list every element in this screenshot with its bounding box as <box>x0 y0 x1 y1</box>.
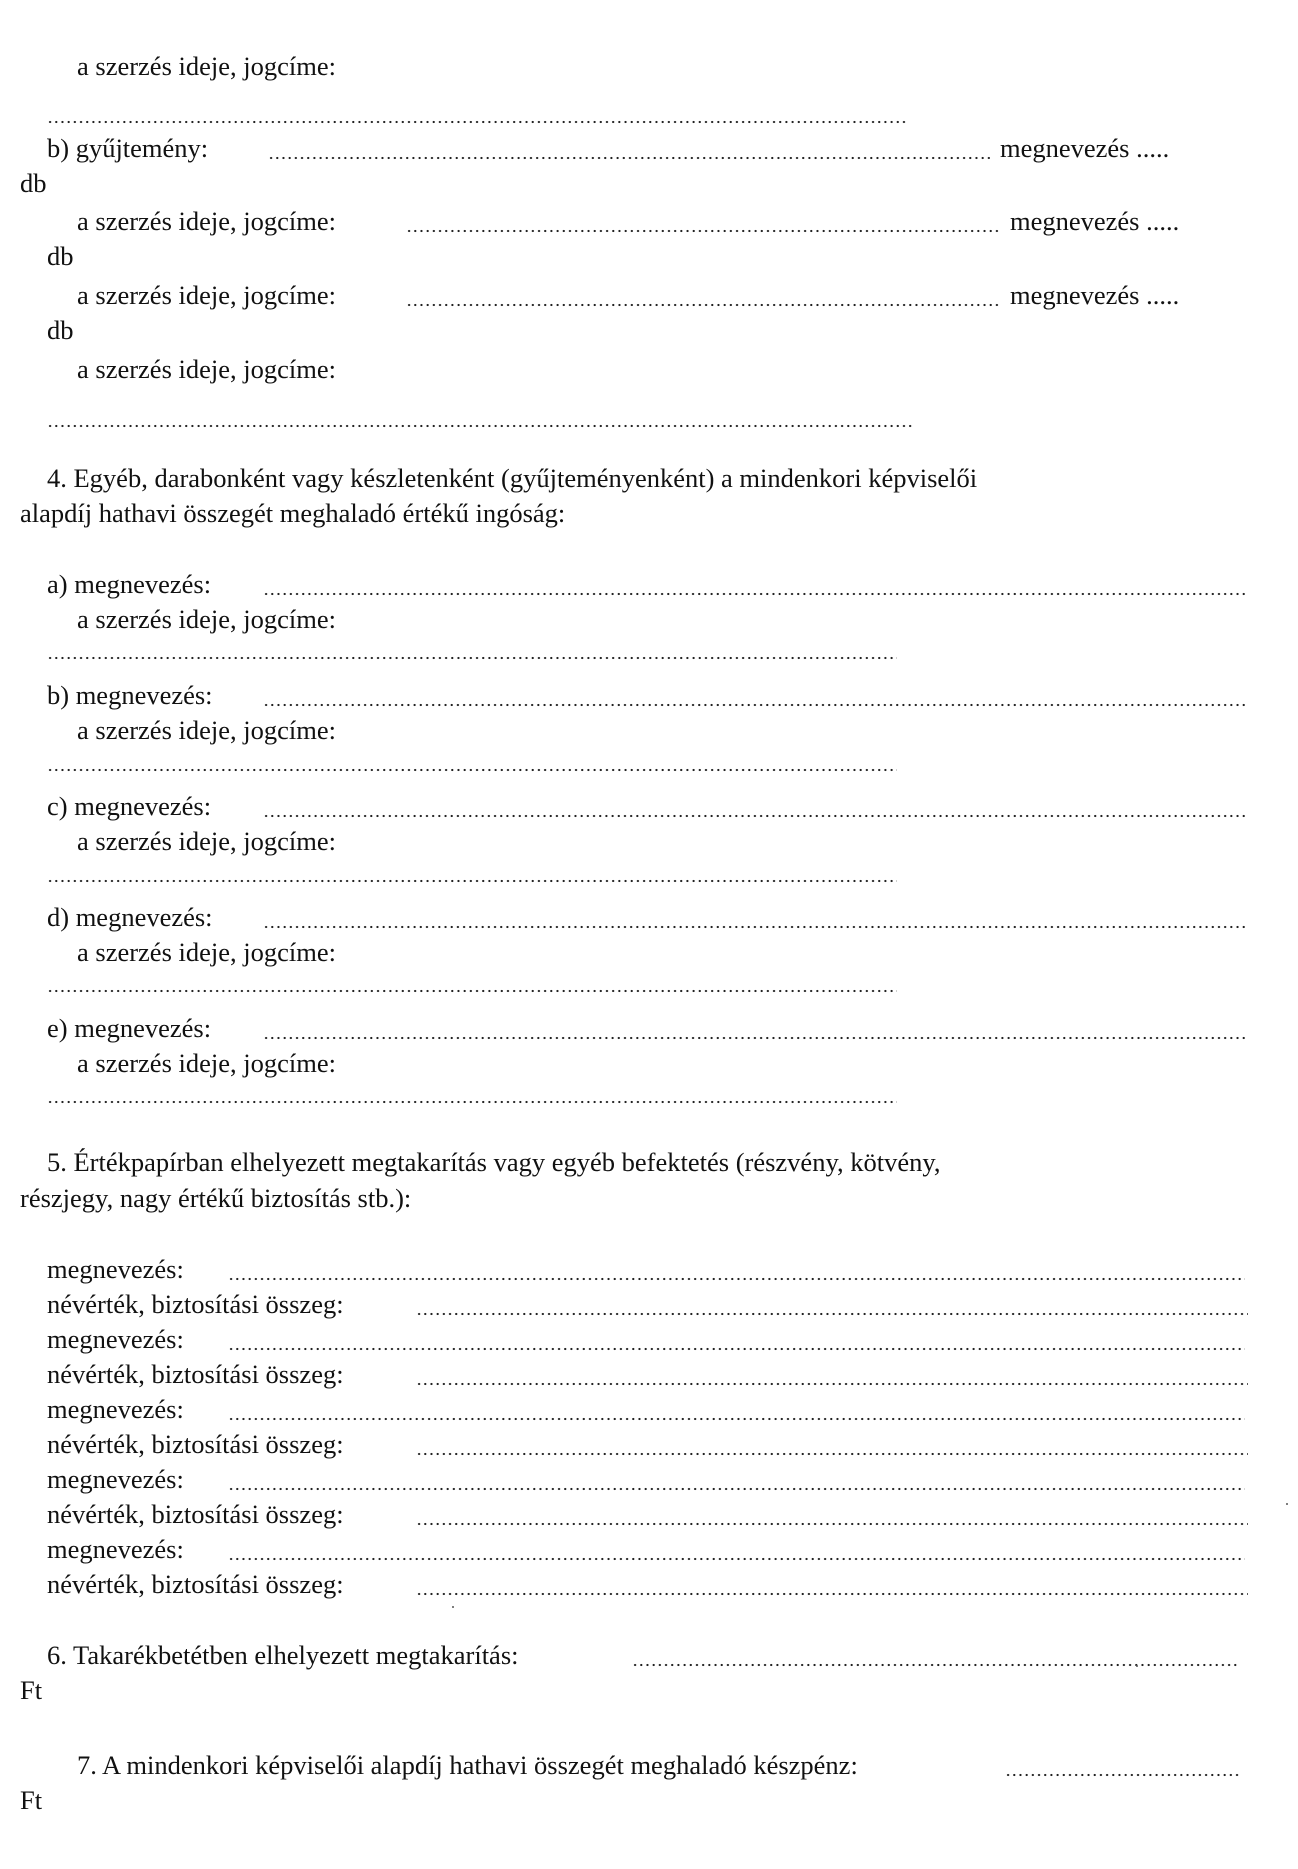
acquisition-label: a szerzés ideje, jogcíme: <box>77 604 336 634</box>
item-label-b: b) megnevezés: <box>47 680 213 710</box>
fill-in-dotted-line[interactable] <box>47 120 907 124</box>
form-line <box>0 1251 1298 1287</box>
name-label: megnevezés: <box>47 1534 184 1564</box>
fill-in-dotted-line[interactable] <box>263 703 1245 707</box>
section-5-heading <box>0 1144 1298 1180</box>
item-label-d: d) megnevezés: <box>47 902 213 932</box>
form-line <box>0 1496 1298 1532</box>
fill-in-dotted-line[interactable] <box>263 925 1245 929</box>
megnevezes-label: megnevezés ..... <box>1010 280 1180 310</box>
acquisition-label: a szerzés ideje, jogcíme: <box>77 354 336 384</box>
fill-in-dotted-line[interactable] <box>406 229 1001 233</box>
form-line <box>0 1010 1298 1046</box>
db-unit: db <box>47 315 74 345</box>
form-line <box>0 351 1298 387</box>
form-line <box>0 1461 1298 1497</box>
fill-in-dotted-line[interactable] <box>416 1592 1248 1596</box>
fill-in-dotted-line[interactable] <box>47 424 912 428</box>
acquisition-label: a szerzés ideje, jogcíme: <box>77 51 336 81</box>
item-label-b: b) gyűjtemény: <box>47 133 209 163</box>
form-line <box>0 1672 1298 1708</box>
form-line <box>0 677 1298 713</box>
scan-speck <box>1136 1665 1138 1667</box>
acquisition-label: a szerzés ideje, jogcíme: <box>77 1048 336 1078</box>
fill-in-dotted-line[interactable] <box>416 1452 1248 1456</box>
form-line <box>0 1321 1298 1357</box>
fill-in-dotted-line[interactable] <box>1005 1773 1240 1777</box>
section-4-heading-line-1: 4. Egyéb, darabonként vagy készletenként (gyűjteményenként) a mindenkori képviselői <box>47 463 978 493</box>
fill-in-dotted-line[interactable] <box>268 156 990 160</box>
item-label-a: a) megnevezés: <box>47 569 212 599</box>
form-line <box>0 788 1298 824</box>
fill-in-dotted-line[interactable] <box>416 1312 1248 1316</box>
ft-unit: Ft <box>20 1675 43 1705</box>
form-line <box>0 1426 1298 1462</box>
form-line <box>0 1391 1298 1427</box>
fill-in-dotted-line[interactable] <box>263 592 1245 596</box>
form-line <box>0 203 1298 239</box>
form-line <box>0 130 1298 166</box>
section-6-label: 6. Takarékbetétben elhelyezett megtakarítás: <box>47 1640 519 1670</box>
megnevezes-label: megnevezés ..... <box>1010 206 1180 236</box>
name-label: megnevezés: <box>47 1254 184 1284</box>
section-5-heading-line-2: részjegy, nagy értékű biztosítás stb.): <box>20 1183 412 1213</box>
db-unit: db <box>47 241 74 271</box>
form-line <box>0 1782 1298 1818</box>
db-unit: db <box>20 168 47 198</box>
form-line <box>0 165 1298 201</box>
form-line <box>0 823 1298 859</box>
section-4-heading <box>0 460 1298 496</box>
form-line <box>0 566 1298 602</box>
fill-in-dotted-line[interactable] <box>47 656 897 660</box>
acquisition-label: a szerzés ideje, jogcíme: <box>77 280 336 310</box>
item-label-c: c) megnevezés: <box>47 791 212 821</box>
fill-in-dotted-line[interactable] <box>228 1417 1245 1421</box>
acquisition-label: a szerzés ideje, jogcíme: <box>77 826 336 856</box>
acquisition-label: a szerzés ideje, jogcíme: <box>77 937 336 967</box>
form-line <box>0 934 1298 970</box>
form-line <box>0 1356 1298 1392</box>
fill-in-dotted-line[interactable] <box>263 814 1245 818</box>
section-4-heading-cont <box>0 495 1298 531</box>
face-value-label: névérték, biztosítási összeg: <box>47 1499 344 1529</box>
ft-unit: Ft <box>20 1785 43 1815</box>
form-line <box>0 899 1298 935</box>
form-line <box>0 48 1298 84</box>
fill-in-dotted-line[interactable] <box>263 1036 1245 1040</box>
acquisition-label: a szerzés ideje, jogcíme: <box>77 206 336 236</box>
form-line <box>0 1566 1298 1602</box>
fill-in-dotted-line[interactable] <box>632 1663 1240 1667</box>
scan-speck <box>452 1606 454 1608</box>
section-5-heading-line-1: 5. Értékpapírban elhelyezett megtakarítás vagy egyéb befektetés (részvény, kötvény, <box>47 1147 941 1177</box>
name-label: megnevezés: <box>47 1464 184 1494</box>
fill-in-dotted-line[interactable] <box>47 1100 897 1104</box>
section-7-label: 7. A mindenkori képviselői alapdíj hathavi összegét meghaladó készpénz: <box>77 1750 858 1780</box>
form-line <box>0 312 1298 348</box>
face-value-label: névérték, biztosítási összeg: <box>47 1289 344 1319</box>
fill-in-dotted-line[interactable] <box>228 1277 1245 1281</box>
fill-in-dotted-line[interactable] <box>47 768 897 772</box>
fill-in-dotted-line[interactable] <box>47 989 897 993</box>
form-line <box>0 1637 1298 1673</box>
fill-in-dotted-line[interactable] <box>47 879 897 883</box>
acquisition-label: a szerzés ideje, jogcíme: <box>77 715 336 745</box>
form-line <box>0 1045 1298 1081</box>
item-label-e: e) megnevezés: <box>47 1013 212 1043</box>
face-value-label: névérték, biztosítási összeg: <box>47 1359 344 1389</box>
section-5-heading-cont <box>0 1180 1298 1216</box>
form-line <box>0 1531 1298 1567</box>
fill-in-dotted-line[interactable] <box>228 1487 1245 1491</box>
fill-in-dotted-line[interactable] <box>228 1557 1245 1561</box>
form-line <box>0 238 1298 274</box>
fill-in-dotted-line[interactable] <box>228 1347 1245 1351</box>
fill-in-dotted-line[interactable] <box>406 303 1001 307</box>
fill-in-dotted-line[interactable] <box>416 1382 1248 1386</box>
form-line <box>0 1286 1298 1322</box>
name-label: megnevezés: <box>47 1394 184 1424</box>
scan-speck <box>1286 1503 1288 1505</box>
name-label: megnevezés: <box>47 1324 184 1354</box>
face-value-label: névérték, biztosítási összeg: <box>47 1429 344 1459</box>
form-line <box>0 1747 1298 1783</box>
section-4-heading-line-2: alapdíj hathavi összegét meghaladó értékű ingóság: <box>20 498 566 528</box>
form-line <box>0 277 1298 313</box>
form-line <box>0 601 1298 637</box>
form-line <box>0 712 1298 748</box>
face-value-label: névérték, biztosítási összeg: <box>47 1569 344 1599</box>
fill-in-dotted-line[interactable] <box>416 1522 1248 1526</box>
megnevezes-label: megnevezés ..... <box>1000 133 1170 163</box>
